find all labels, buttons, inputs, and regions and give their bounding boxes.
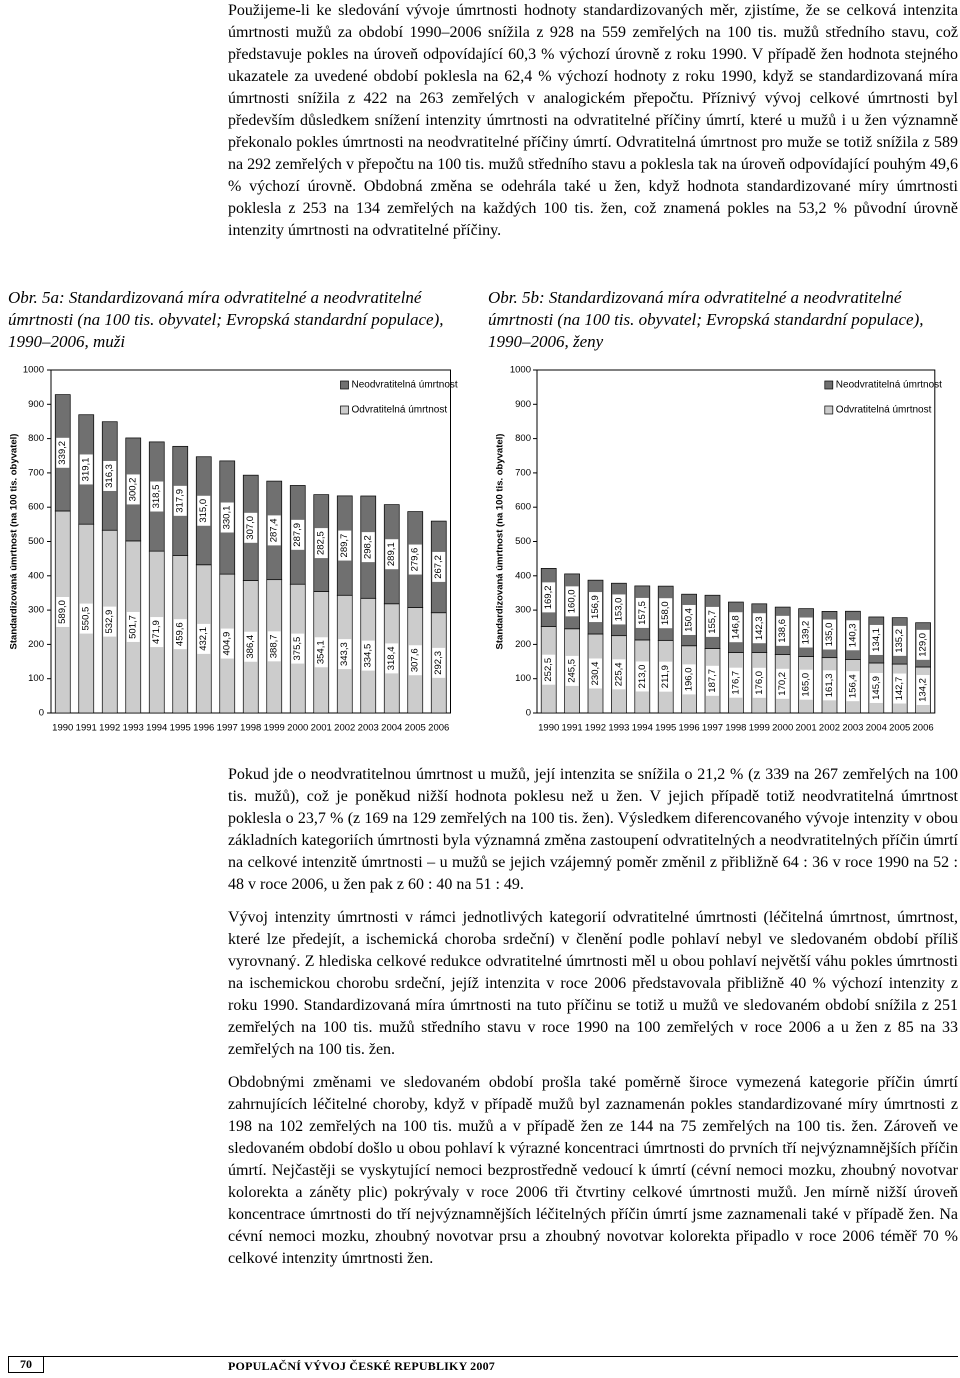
legend-swatch-avoidable [825,406,833,414]
bar-value-label: 471,9 [151,620,163,644]
y-tick-label: 700 [28,467,44,479]
y-tick-label: 600 [515,501,531,513]
x-tick-label: 2002 [818,722,841,734]
bar-value-label: 213,0 [636,664,648,689]
bar-value-label: 196,0 [683,667,695,692]
x-tick-label: 1995 [655,722,677,734]
bar-value-label: 307,6 [409,648,421,673]
chart-5b-women [480,355,960,740]
bar-value-label: 532,9 [104,609,116,634]
y-tick-label: 300 [28,604,44,616]
y-tick-label: 900 [28,398,44,410]
bar-value-label: 165,0 [800,672,812,697]
x-tick-label: 1998 [725,722,747,734]
x-tick-label: 2003 [357,722,379,734]
y-tick-label: 800 [515,433,531,445]
y-tick-label: 200 [28,638,44,650]
bar-value-label: 315,0 [198,498,210,523]
y-tick-label: 700 [515,467,531,479]
bar-value-label: 589,0 [57,600,69,624]
bar-value-label: 158,0 [660,601,672,626]
bar-value-label: 155,7 [707,610,718,634]
bar-value-label: 459,6 [174,622,186,647]
bar-value-label: 550,5 [80,606,92,631]
x-tick-label: 1994 [146,722,168,734]
x-tick-label: 1990 [52,722,74,734]
y-tick-label: 400 [515,570,531,582]
paragraph: Obdobnými změnami ve sledovaném období prošla také poměrně široce vymezená kategorie příčin úmrtí zahrnujících léčitelné choroby, když v případě mužů byl zaznamenán pokles standardizované míry úmrtnosti z 198 na 102 zemřelých na 100 tis. mužů a v případě žen ze 144 na 75 zemřelých na 100 tis. žen. Zároveň ve sledovaném období došlo u obou pohlaví k výrazné koncentraci úmrtnosti do prvních tří nejvýznamnějších příčin úmrtí. Nejčastěji se vyskytující nemoci bezprostředně vedoucí k úmrtí (cévní nemoci mozku, zhoubný novotvar kolorekta a záněty plic) pokrývaly v roce 2006 tři čtvrtiny celkové úmrtnosti mužů. Jen mírně nižší úroveň koncentrace úmrtnosti do tří nejvýznamnějších léčitelných příčin úmrtí jsme zaznamenali také v případě žen. Na cévní nemoci mozku, zhoubný novotvar prsu a zhoubný novotvar kolorekta připadlo v roce 2006 téměř 70 % celkové intenzity úmrtnosti žen. [228,1074,958,1267]
x-tick-label: 2006 [428,722,450,734]
x-tick-label: 1993 [122,722,144,734]
y-tick-label: 800 [28,433,44,445]
x-tick-label: 2000 [287,722,309,734]
bar-value-label: 316,3 [104,464,116,488]
page-number: 70 [8,1356,44,1373]
legend-swatch-unavoidable [825,381,833,389]
x-tick-label: 1995 [169,722,191,734]
y-tick-label: 500 [515,536,531,547]
bar-value-label: 140,3 [847,623,859,648]
bar-value-label: 134,2 [917,678,929,702]
bar-value-label: 134,1 [870,628,882,652]
bar-value-label: 343,3 [339,642,351,667]
bar-value-label: 145,9 [870,676,882,700]
chart-5a-men [0,355,470,740]
x-tick-label: 1990 [538,722,560,734]
y-axis-title: Standardizovaná úmrtnost (na 100 tis. obyvatel) [494,433,506,650]
bar-value-label: 135,0 [824,622,835,647]
x-tick-label: 1997 [216,722,238,734]
bar-value-label: 330,1 [221,505,233,530]
bar-value-label: 230,4 [590,661,601,686]
x-tick-label: 1991 [561,722,583,734]
bar-value-label: 432,1 [198,627,210,651]
bar-value-label: 160,0 [566,589,578,614]
bar-value-label: 298,2 [362,535,374,560]
legend-label: Odvratitelná úmrtnost [351,404,448,416]
x-tick-label: 1992 [99,722,121,734]
bar-value-label: 282,5 [315,531,327,555]
bar-value-label: 153,0 [613,597,625,622]
legend-label: Neodvratitelná úmrtnost [835,379,942,391]
bar-value-label: 267,2 [433,555,445,579]
bar-value-label: 169,2 [543,585,555,610]
bar-value-label: 161,3 [824,673,835,698]
intro-paragraph: Použijeme-li ke sledování vývoje úmrtnosti hodnoty standardizovaných měr, zjistíme, že se celková intenzita úmrtnosti mužů za období 1990–2006 snížila z 928 na 559 zemřelých na 100 tis. mužů středního stavu, což představuje pokles na úroveň odpovídající 60,3 % výchozí úrovně z roku 1990. V případě žen hodnota stejného ukazatele za uvedené období poklesla na 62,4 % výchozí hodnoty z roku 1990, když se standardizovaná míra úmrtnosti snížila z 422 na 263 zemřelých v analogickém přepočtu. Příznivý vývoj celkové úmrtnosti byl především důsledkem snížení intenzity úmrtnosti na odvratitelné příčiny úmrtí, které u mužů i u žen významně překonalo pokles úmrtnosti na neodvratitelné příčiny úmrtí. Odvratitelná úmrtnost pro muže se totiž snížila z 589 na 292 zemřelých v přepočtu na 100 tis. mužů středního stavu a poklesla tak na úroveň odpovídající pouhým 49,6 % výchozí úrovně. Obdobná změna se odehrála také u žen, když hodnota standardizované míry úmrtnosti poklesla z 253 na 134 zemřelých na každých 100 tis. žen, což znamená pokles na 53,2 % původní úrovně intenzity úmrtnosti na odvratitelné příčiny. [228,2,958,239]
x-tick-label: 2005 [404,722,426,734]
x-tick-label: 1996 [678,722,700,734]
x-tick-label: 1999 [263,722,285,734]
bar-value-label: 289,7 [339,533,351,558]
bar-value-label: 245,5 [566,659,578,683]
x-tick-label: 2005 [889,722,911,734]
bar-value-label: 404,9 [221,631,233,656]
bar-value-label: 319,1 [80,457,92,482]
x-tick-label: 1994 [631,722,653,734]
bar-value-label: 287,4 [268,518,280,543]
bar-value-label: 170,2 [777,671,789,696]
bar-value-label: 187,7 [707,668,718,693]
intro-text-block [228,0,958,242]
x-tick-label: 2006 [912,722,934,734]
body-text-block [228,764,958,1270]
bar-value-label: 287,9 [292,522,304,547]
bar-value-label: 317,9 [174,488,186,513]
y-tick-label: 0 [38,707,44,719]
bar-value-label: 157,5 [636,601,648,625]
bar-value-label: 138,6 [777,618,789,643]
x-tick-label: 2000 [772,722,794,734]
bar-value-label: 129,0 [917,632,929,657]
y-tick-label: 300 [515,604,531,616]
y-tick-label: 600 [28,501,44,513]
bar-value-label: 501,7 [127,615,139,639]
legend-swatch-unavoidable [341,381,349,389]
bar-value-label: 135,2 [894,628,906,653]
x-tick-label: 1992 [584,722,607,734]
bar-value-label: 142,3 [753,616,765,641]
x-tick-label: 1998 [240,722,262,734]
bar-value-label: 318,4 [386,646,398,671]
y-axis-title: Standardizovaná úmrtnost (na 100 tis. obyvatel) [8,433,20,650]
x-tick-label: 2003 [842,722,864,734]
bar-value-label: 279,6 [409,547,421,572]
x-tick-label: 2004 [865,722,887,734]
y-tick-label: 100 [28,673,44,685]
bar-value-label: 252,5 [543,657,555,682]
x-tick-label: 1997 [701,722,724,734]
x-tick-label: 1991 [75,722,97,734]
bar-value-label: 176,0 [753,670,765,695]
bar-value-label: 225,4 [613,662,625,687]
y-tick-label: 1000 [509,364,531,376]
legend-label: Neodvratitelná úmrtnost [351,379,458,391]
bar-value-label: 318,5 [151,484,163,509]
bar-value-label: 354,1 [315,640,327,665]
figure-5b-caption: Obr. 5b: Standardizovaná míra odvratitelné a neodvratitelné úmrtnosti (na 100 tis. obyvatel; Evropská standardní populace), 1990–2006, ženy [488,288,924,351]
y-tick-label: 500 [28,536,44,547]
bar-value-label: 139,2 [800,620,812,645]
bar-value-label: 176,7 [730,670,742,695]
y-tick-label: 1000 [22,364,44,376]
y-tick-label: 0 [525,707,531,719]
bar-value-label: 307,0 [245,515,257,540]
bar-value-label: 292,3 [433,650,445,675]
x-tick-label: 2004 [381,722,403,734]
paragraph: Vývoj intenzity úmrtnosti v rámci jednotlivých kategorií odvratitelné úmrtnosti (léčitelná úmrtnost, úmrtnost, které lze předejít, a ischemická choroba srdeční) v členění podle pohlaví nebyl ve sledovaném období příliš vyrovnaný. Z hlediska celkové redukce odvratitelné úmrtnosti měl u obou pohlaví největší váhu pokles úmrtnosti na ischemickou chorobu srdeční, jejíž intenzita v roce 2006 představovala přibližně 40 % výchozí intenzity z roku 1990. Standardizovaná míra úmrtnosti na tuto příčinu se totiž u mužů ve sledovaném období snížila z 251 zemřelých na 100 tis. mužů středního stavu v roce 1990 na 100 zemřelých v roce 2006 a u žen z 85 na 33 zemřelých na 100 tis. žen. [228,909,958,1058]
bar-value-label: 289,1 [386,542,398,567]
bar-value-label: 156,9 [590,595,601,619]
bar-value-label: 142,7 [894,676,906,701]
legend-label: Odvratitelná úmrtnost [835,404,932,416]
x-tick-label: 2002 [334,722,356,734]
bar-value-label: 146,8 [730,615,742,640]
y-tick-label: 100 [515,673,531,685]
legend-swatch-avoidable [341,406,349,414]
x-tick-label: 1996 [193,722,215,734]
y-tick-label: 400 [28,570,44,582]
bar-value-label: 388,7 [268,634,280,659]
bar-value-label: 375,5 [292,636,304,661]
publication-title: POPULAČNÍ VÝVOJ ČESKÉ REPUBLIKY 2007 [228,1359,495,1373]
x-tick-label: 2001 [795,722,817,734]
y-tick-label: 200 [515,638,531,650]
x-tick-label: 2001 [310,722,332,734]
paragraph: Pokud jde o neodvratitelnou úmrtnost u mužů, její intenzita se snížila o 21,2 % (z 339 na 267 zemřelých na 100 tis. mužů), což je poněkud nižší hodnota poklesu než u žen. V jejich případě totiž neodvratitelná úmrtnost poklesla o 23,7 % (z 169 na 129 zemřelých na 100 tis. žen). Výsledkem diferencovaného vývoje intenzity v obou základních kategoriích úmrtnosti byla významná změna zastoupení odvratitelných a neodvratitelných příčin úmrtí na celkové intenzitě úmrtnosti – u mužů se jejich vzájemný poměr změnil z přibližně 64 : 36 v roce 1990 na 52 : 48 v roce 2006, u žen pak z 60 : 40 na 51 : 49. [228,766,958,893]
bar-value-label: 334,5 [362,643,374,668]
x-tick-label: 1999 [748,722,770,734]
footer-rule [8,1356,958,1357]
bar-value-label: 211,9 [660,665,672,689]
x-tick-label: 1993 [608,722,630,734]
bar-value-label: 150,4 [683,608,695,632]
figure-5a-caption: Obr. 5a: Standardizovaná míra odvratitelné a neodvratitelné úmrtnosti (na 100 tis. obyvatel; Evropská standardní populace), 1990–2006, muži [8,288,444,351]
y-tick-label: 900 [515,398,531,410]
bar-value-label: 300,2 [127,477,139,502]
bar-value-label: 386,4 [245,634,257,659]
bar-value-label: 339,2 [57,440,69,465]
bar-value-label: 156,4 [847,674,859,699]
